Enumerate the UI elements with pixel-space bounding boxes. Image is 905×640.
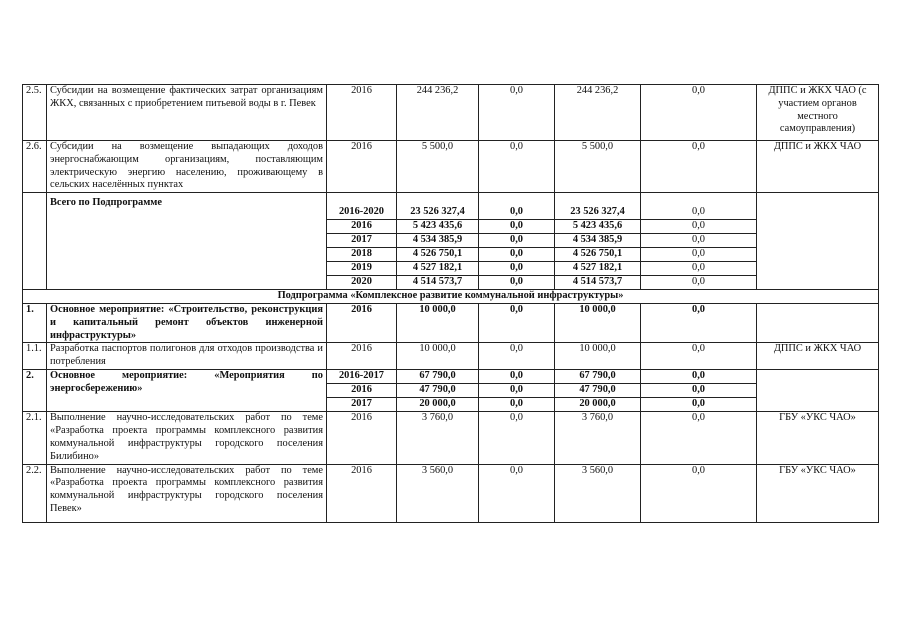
row-description: Выполнение научно-исследовательских работ по теме «Разработка проекта программы комплексного развития коммунальной инфраструктуры городского поселения Билибино» — [47, 412, 327, 464]
summary-total: 5 423 435,6 — [397, 220, 479, 234]
row-year: 2016-2017 — [327, 370, 397, 384]
row-federal: 0,0 — [479, 85, 555, 141]
row-local: 0,0 — [641, 412, 757, 464]
row-total: 5 500,0 — [397, 141, 479, 193]
row-total: 10 000,0 — [397, 303, 479, 342]
row-description: Выполнение научно-исследовательских работ по теме «Разработка проекта программы комплексного развития коммунальной инфраструктуры городского поселения Певек» — [47, 464, 327, 522]
row-number: 2.2. — [23, 464, 47, 522]
row-local: 0,0 — [641, 384, 757, 398]
budget-table — [22, 84, 879, 523]
row-local: 0,0 — [641, 343, 757, 370]
summary-okrug: 4 534 385,9 — [555, 234, 641, 248]
row-total: 20 000,0 — [397, 398, 479, 412]
table-row — [23, 85, 879, 141]
row-total: 244 236,2 — [397, 85, 479, 141]
row-local: 0,0 — [641, 464, 757, 522]
summary-okrug: 23 526 327,4 — [555, 206, 641, 220]
row-executor: ГБУ «УКС ЧАО» — [757, 464, 879, 522]
summary-okrug: 5 423 435,6 — [555, 220, 641, 234]
row-federal: 0,0 — [479, 464, 555, 522]
summary-year: 2016-2020 — [327, 206, 397, 220]
row-year: 2016 — [327, 85, 397, 141]
summary-total: 4 534 385,9 — [397, 234, 479, 248]
row-executor: ДППС и ЖКХ ЧАО — [757, 343, 879, 370]
row-total: 3 560,0 — [397, 464, 479, 522]
row-year: 2016 — [327, 412, 397, 464]
row-year: 2016 — [327, 303, 397, 342]
summary-executor-cell — [757, 193, 879, 290]
row-number: 2.1. — [23, 412, 47, 464]
row-local: 0,0 — [641, 370, 757, 384]
table-row — [23, 370, 879, 384]
summary-local: 0,0 — [641, 220, 757, 234]
summary-local: 0,0 — [641, 206, 757, 220]
summary-local: 0,0 — [641, 234, 757, 248]
summary-year: 2018 — [327, 248, 397, 262]
row-okrug: 10 000,0 — [555, 343, 641, 370]
table-row — [23, 412, 879, 464]
row-number: 2. — [23, 370, 47, 412]
row-year: 2016 — [327, 464, 397, 522]
summary-federal: 0,0 — [479, 206, 555, 220]
table-row — [23, 141, 879, 193]
row-number: 2.6. — [23, 141, 47, 193]
subprogram-title: Подпрограмма «Комплексное развитие коммунальной инфраструктуры» — [23, 290, 879, 304]
table-row — [23, 343, 879, 370]
row-okrug: 10 000,0 — [555, 303, 641, 342]
row-okrug: 67 790,0 — [555, 370, 641, 384]
summary-local: 0,0 — [641, 276, 757, 290]
row-description: Субсидии на возмещение выпадающих доходов энергоснабжающим организациям, поставляющим электрическую энергию населению, проживающему в сельских населённых пунктах — [47, 141, 327, 193]
row-okrug: 47 790,0 — [555, 384, 641, 398]
row-description: Субсидии на возмещение фактических затрат организациям ЖКХ, связанных с приобретением питьевой воды в г. Певек — [47, 85, 327, 141]
summary-total: 4 526 750,1 — [397, 248, 479, 262]
summary-year: 2017 — [327, 234, 397, 248]
summary-federal: 0,0 — [479, 220, 555, 234]
table-row — [23, 303, 879, 342]
row-executor: ГБУ «УКС ЧАО» — [757, 412, 879, 464]
summary-okrug: 4 514 573,7 — [555, 276, 641, 290]
row-local: 0,0 — [641, 303, 757, 342]
row-federal: 0,0 — [479, 141, 555, 193]
row-year: 2016 — [327, 343, 397, 370]
summary-local: 0,0 — [641, 248, 757, 262]
row-federal: 0,0 — [479, 343, 555, 370]
row-okrug: 20 000,0 — [555, 398, 641, 412]
table-row — [23, 464, 879, 522]
row-federal: 0,0 — [479, 370, 555, 384]
summary-local: 0,0 — [641, 262, 757, 276]
section-header-row — [23, 290, 879, 304]
summary-federal: 0,0 — [479, 248, 555, 262]
summary-total: 4 514 573,7 — [397, 276, 479, 290]
row-total: 10 000,0 — [397, 343, 479, 370]
row-federal: 0,0 — [479, 398, 555, 412]
row-total: 3 760,0 — [397, 412, 479, 464]
row-okrug: 3 560,0 — [555, 464, 641, 522]
summary-year: 2016 — [327, 220, 397, 234]
summary-year: 2019 — [327, 262, 397, 276]
row-total: 47 790,0 — [397, 384, 479, 398]
row-okrug: 5 500,0 — [555, 141, 641, 193]
row-local: 0,0 — [641, 398, 757, 412]
row-federal: 0,0 — [479, 303, 555, 342]
summary-number-cell — [23, 193, 47, 290]
row-local: 0,0 — [641, 85, 757, 141]
summary-row — [23, 193, 879, 207]
summary-okrug: 4 527 182,1 — [555, 262, 641, 276]
row-number: 1.1. — [23, 343, 47, 370]
row-number: 2.5. — [23, 85, 47, 141]
row-total: 67 790,0 — [397, 370, 479, 384]
summary-year: 2020 — [327, 276, 397, 290]
summary-federal: 0,0 — [479, 234, 555, 248]
row-description: Разработка паспортов полигонов для отходов производства и потребления — [47, 343, 327, 370]
summary-federal: 0,0 — [479, 262, 555, 276]
summary-total: 4 527 182,1 — [397, 262, 479, 276]
summary-label: Всего по Подпрограмме — [47, 193, 327, 290]
row-executor — [757, 303, 879, 342]
summary-federal: 0,0 — [479, 276, 555, 290]
row-local: 0,0 — [641, 141, 757, 193]
row-executor — [757, 370, 879, 412]
row-number: 1. — [23, 303, 47, 342]
row-executor: ДППС и ЖКХ ЧАО (с участием органов местного самоуправления) — [757, 85, 879, 141]
row-year: 2017 — [327, 398, 397, 412]
row-description: Основное мероприятие: «Строительство, реконструкция и капитальный ремонт объектов инженерной инфраструктуры» — [47, 303, 327, 342]
row-okrug: 244 236,2 — [555, 85, 641, 141]
summary-okrug: 4 526 750,1 — [555, 248, 641, 262]
row-description: Основное мероприятие: «Мероприятия по энергосбережению» — [47, 370, 327, 412]
row-year: 2016 — [327, 141, 397, 193]
row-federal: 0,0 — [479, 384, 555, 398]
row-year: 2016 — [327, 384, 397, 398]
row-executor: ДППС и ЖКХ ЧАО — [757, 141, 879, 193]
summary-total: 23 526 327,4 — [397, 206, 479, 220]
row-federal: 0,0 — [479, 412, 555, 464]
row-okrug: 3 760,0 — [555, 412, 641, 464]
